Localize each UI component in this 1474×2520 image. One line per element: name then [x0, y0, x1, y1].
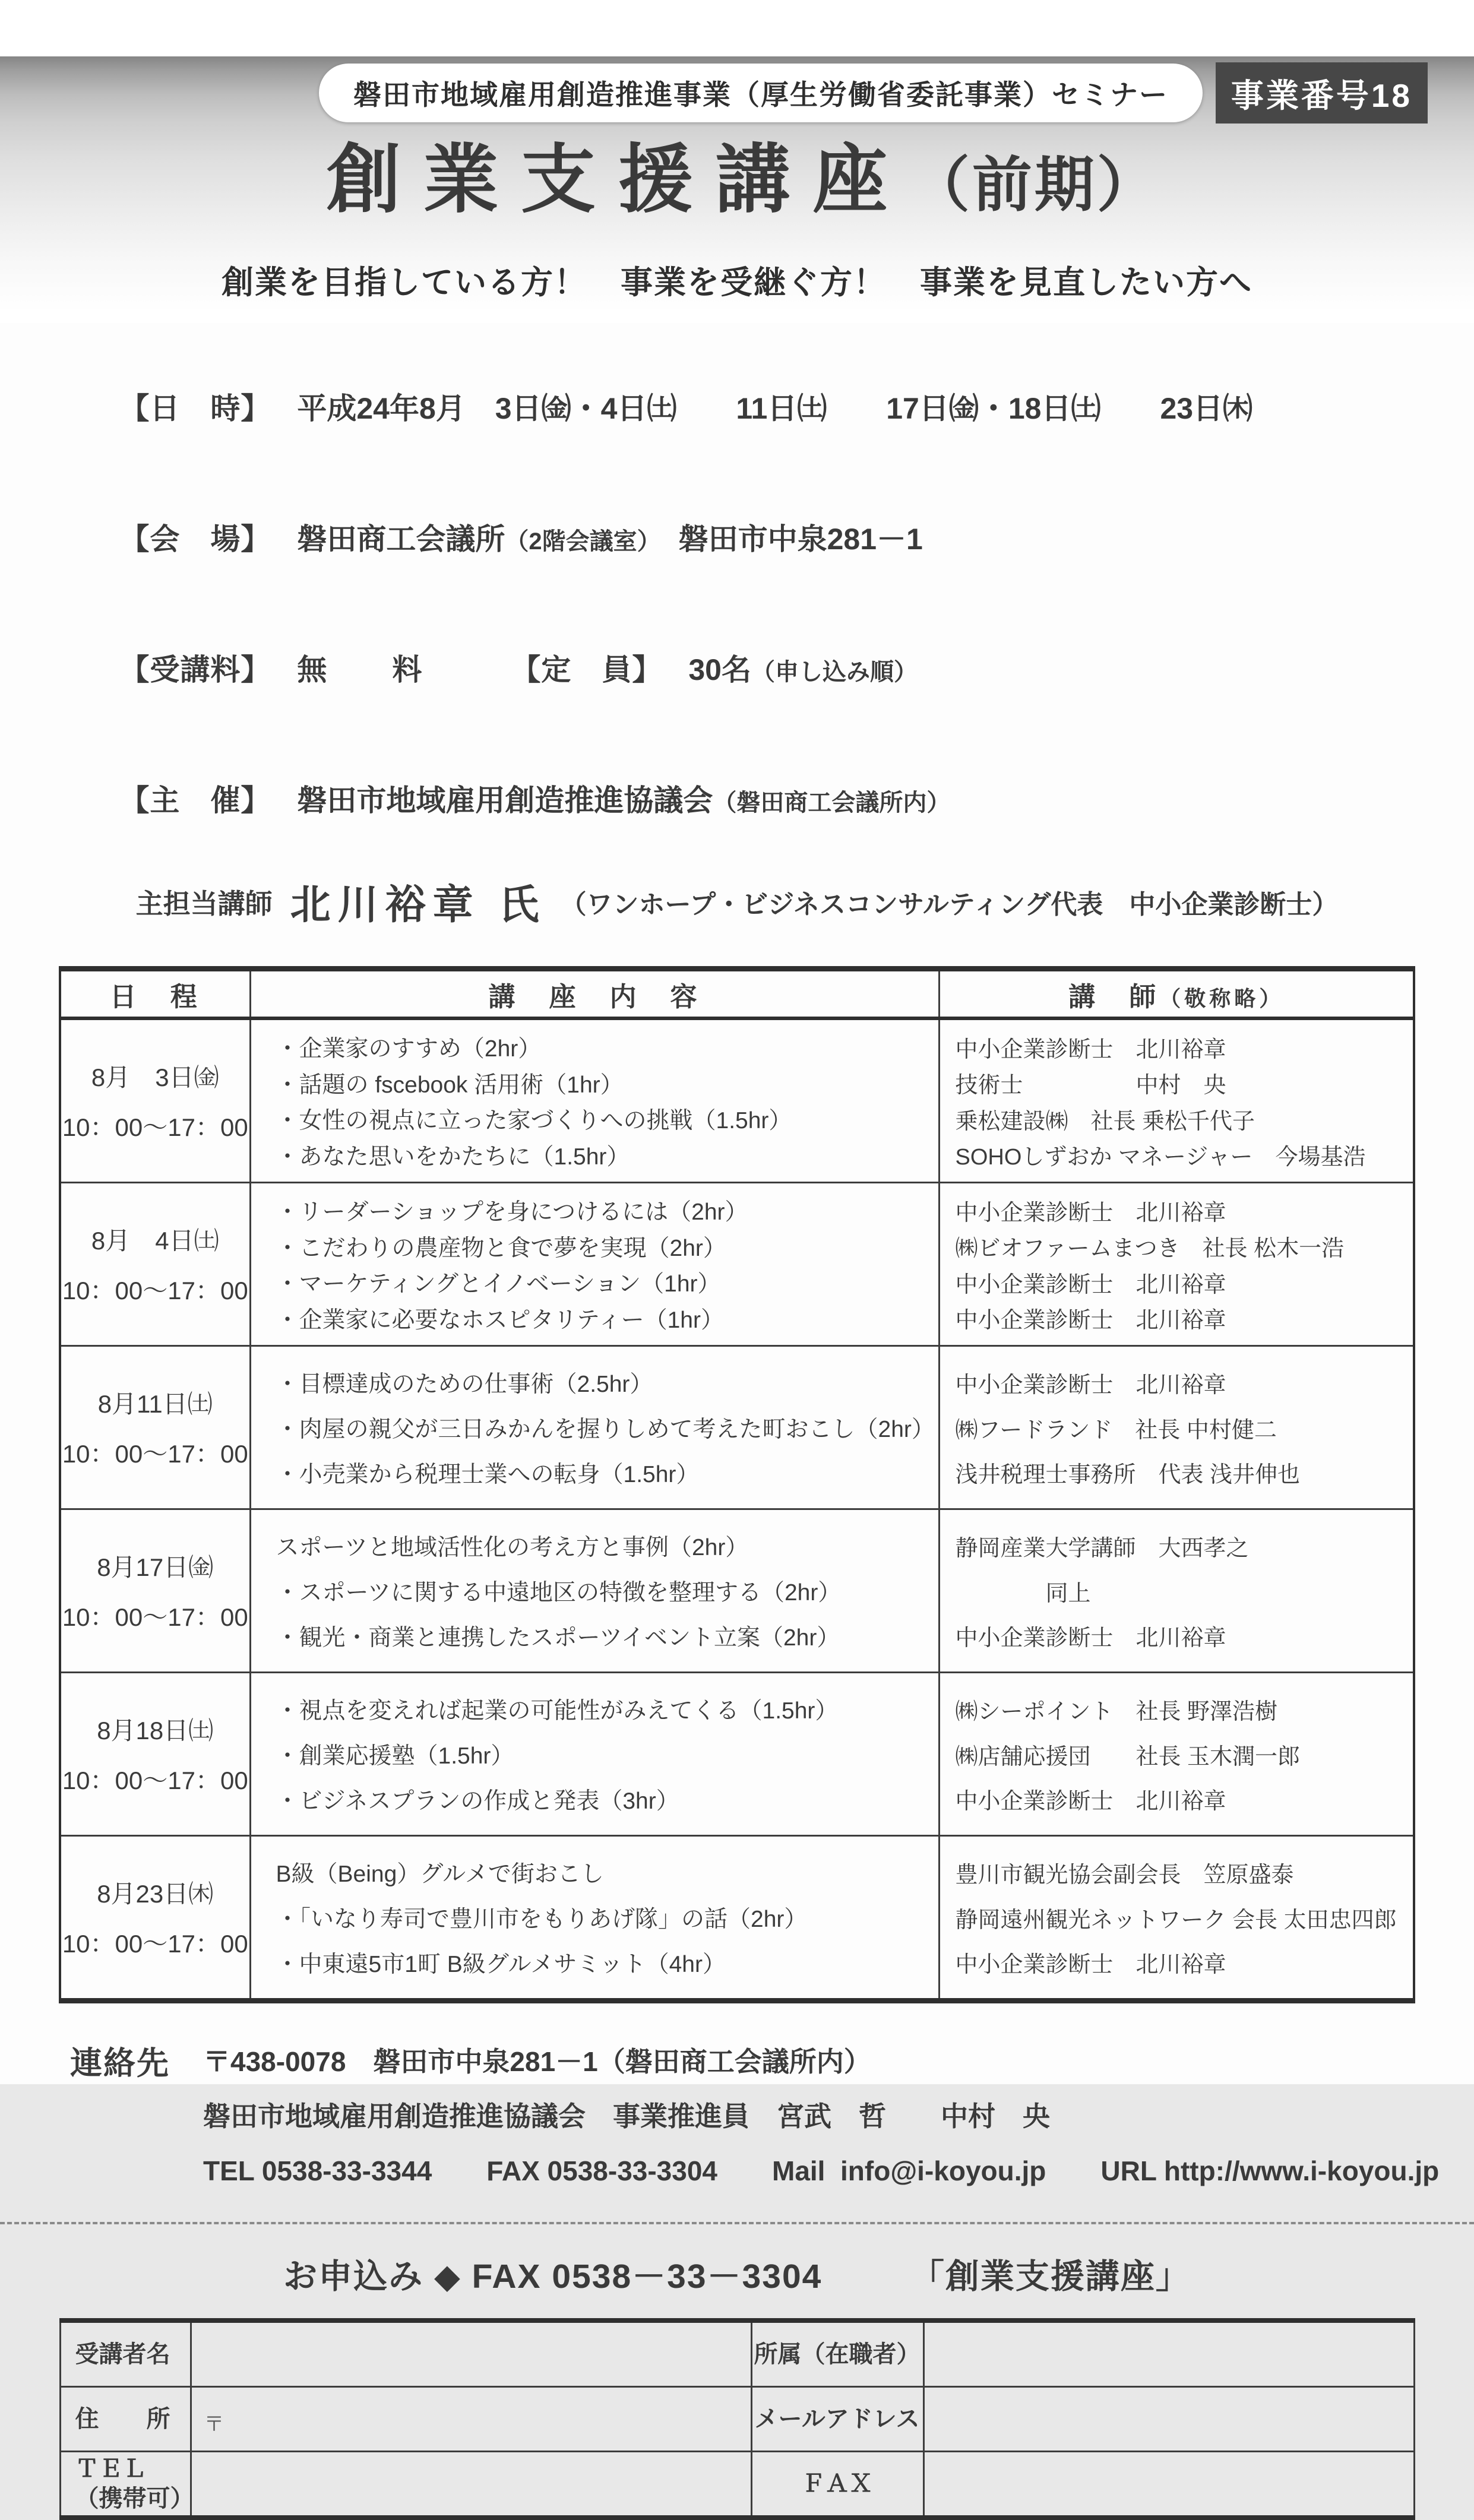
form-input-cell: [191, 2452, 751, 2518]
form-input-cell-secondary: [923, 2452, 1414, 2518]
project-number-badge: 事業番号18: [1216, 62, 1428, 124]
content-line: ・企業家のすすめ（2hr）: [276, 1036, 542, 1062]
schedule-lecturer-cell: [939, 1836, 1414, 2001]
cut-line: [0, 2222, 1474, 2224]
form-input-cell: [191, 2387, 751, 2452]
content-line: B級（Being）グルメで街おこし: [276, 1861, 604, 1888]
lecturer-line-item: 静岡遠州観光ネットワーク 会長 太田忠四郎: [955, 1907, 1397, 1933]
content-line: スポーツと地域活性化の考え方と事例（2hr）: [276, 1535, 749, 1561]
schedule-header-lecturer: 講 師（敬称略）: [939, 969, 1414, 1019]
content-line: ・創業応援塾（1.5hr）: [276, 1743, 514, 1769]
content-line: ・視点を変えれば起業の可能性がみえてくる（1.5hr）: [276, 1698, 839, 1724]
form-input-cell: [191, 2320, 751, 2387]
title-suffix: （前期）: [910, 152, 1159, 219]
contact-label: 連絡先: [70, 2046, 170, 2082]
session-time: 10：00～17：00: [62, 1439, 248, 1468]
schedule-lecturer-cell: [939, 1018, 1414, 1183]
content-line: ・リーダーショップを身につけるには（2hr）: [276, 1199, 748, 1225]
lecturer-line-item: 中小企業診断士 北川裕章: [955, 1952, 1226, 1978]
lecturer-line-item: 同上: [955, 1581, 1091, 1606]
content-line: ・企業家に必要なホスピタリティー（1hr）: [276, 1308, 724, 1334]
datetime-value: 平成24年8月 3日㈮・4日㈯ 11日㈯ 17日㈮・18日㈯ 23日㈭: [297, 392, 1253, 426]
form-label-secondary: ＦＡＸ: [751, 2452, 923, 2518]
capacity-label: 【定 員】: [511, 653, 663, 687]
content-line: ・女性の視点に立った家づくりへの挑戦（1.5hr）: [276, 1108, 792, 1134]
schedule-row: [60, 1018, 1414, 1183]
venue-address: 磐田市中泉281－1: [649, 523, 923, 556]
lecturer-line-item: SOHOしずおか マネージャー 今場基浩: [955, 1145, 1366, 1170]
lecturer-line-item: 静岡産業大学講師 大西孝之: [955, 1536, 1249, 1561]
content-line: ・ビジネスプランの作成と発表（3hr）: [276, 1788, 679, 1815]
form-prefill: [925, 2339, 1413, 2369]
content-line: ・スポーツに関する中遠地区の特徴を整理する（2hr）: [276, 1580, 842, 1606]
schedule-date-cell: [60, 1183, 250, 1346]
form-prefill: [925, 2469, 1413, 2499]
form-prefill: [192, 2469, 750, 2499]
venue-room: （2階会議室）: [505, 528, 649, 555]
session-time: 10：00～17：00: [62, 1113, 248, 1141]
schedule-date-cell: [60, 1673, 250, 1836]
lecturer-line-item: 技術士 中村 央: [955, 1073, 1226, 1098]
schedule-content-cell: [250, 1183, 939, 1346]
lecturer-line-item: 中小企業診断士 北川裕章: [955, 1372, 1226, 1398]
schedule-row: [60, 1673, 1414, 1836]
form-input-cell-secondary: [923, 2320, 1414, 2387]
session-time: 10：00～17：00: [62, 1766, 248, 1794]
session-date: 8月23日㈭: [97, 1880, 214, 1908]
lecturer-line-item: ㈱ビオファームまつき 社長 松木一浩: [955, 1236, 1345, 1262]
venue-name: 磐田商工会議所: [297, 523, 505, 556]
application-form: [59, 2318, 1415, 2520]
schedule-header-lecturer-note: （敬称略）: [1159, 986, 1285, 1011]
schedule-lecturer-cell: [939, 1509, 1414, 1673]
capacity-value: 30名: [688, 653, 751, 687]
content-line: ・小売業から税理士業への転身（1.5hr）: [276, 1462, 700, 1488]
schedule-row: [60, 1183, 1414, 1346]
organizer-label: 【主 催】: [119, 784, 271, 818]
title-main: 創業支援講座: [326, 138, 910, 221]
fee-label: 【受講料】: [119, 653, 271, 687]
lecturer-line-item: ㈱シーポイント 社長 野澤浩樹: [955, 1699, 1278, 1724]
lecturer-line-item: 中小企業診断士 北川裕章: [955, 1200, 1226, 1226]
schedule-lecturer-cell: [939, 1183, 1414, 1346]
schedule-row: [60, 1836, 1414, 2001]
info-line-venue: [70, 481, 1474, 593]
venue-label: 【会 場】: [119, 523, 271, 556]
schedule-date-cell: [60, 1346, 250, 1509]
content-line: ・目標達成のための仕事術（2.5hr）: [276, 1372, 653, 1398]
capacity-note: （申し込み順）: [751, 659, 918, 686]
organizer-name: 磐田市地域雇用創造推進協議会: [297, 784, 713, 818]
session-date: 8月17日㈮: [97, 1553, 214, 1582]
lead-lecturer-role: 主担当講師: [135, 888, 273, 919]
schedule-date-cell: [60, 1509, 250, 1673]
lecturer-line-item: 浅井税理士事務所 代表 浅井伸也: [955, 1462, 1301, 1488]
form-label: ＴＥＬ （携帯可）: [60, 2452, 191, 2518]
lecturer-line-item: 乗松建設㈱ 社長 乗松千代子: [955, 1109, 1255, 1134]
schedule-lecturer-cell: [939, 1673, 1414, 1836]
lecturer-line-item: ㈱店舗応援団 社長 玉木潤一郎: [955, 1744, 1301, 1769]
header-band: [0, 56, 1474, 323]
info-line-datetime: [70, 350, 1474, 462]
schedule-date-cell: [60, 1836, 250, 2001]
schedule-content-cell: [250, 1346, 939, 1509]
fee-value: 無 料: [297, 653, 440, 687]
lecturer-line-item: 中小企業診断士 北川裕章: [955, 1037, 1226, 1062]
lead-lecturer-desc: （ワンホープ・ビジネスコンサルティング代表 中小企業診断士）: [560, 889, 1339, 919]
schedule-header-row: [60, 969, 1414, 1019]
contact-line: TEL 0538-33-3344 FAX 0538-33-3304 Mail info@i-koyou.jp URL http://www.i-koyou.jp: [203, 2155, 1440, 2187]
schedule-row: [60, 1509, 1414, 1673]
form-prefill: [192, 2339, 750, 2369]
form-label-secondary: 所属（在職者）: [751, 2320, 923, 2387]
banner-row: [0, 62, 1474, 124]
form-row: [60, 2387, 1414, 2452]
session-time: 10：00～17：00: [62, 1276, 248, 1305]
datetime-label: 【日 時】: [119, 392, 271, 426]
apply-heading: お申込み ◆ FAX 0538－33－3304 「創業支援講座」: [283, 2258, 1191, 2296]
form-label: 受講者名: [60, 2320, 191, 2387]
info-line-organizer: [70, 742, 1474, 854]
content-line: ・肉屋の親父が三日みかんを握りしめて考えた町おこし（2hr）: [276, 1417, 935, 1443]
form-label-secondary: メールアドレス: [751, 2387, 923, 2452]
session-date: 8月 3日㈮: [91, 1063, 219, 1092]
session-time: 10：00～17：00: [62, 1603, 248, 1631]
program-pill: 磐田市地域雇用創造推進事業（厚生労働省委託事業）セミナー: [319, 64, 1203, 122]
lead-lecturer-line: [0, 873, 1474, 930]
content-line: ・あなた思いをかたちに（1.5hr）: [276, 1144, 630, 1170]
lecturer-line-item: 豊川市観光協会副会長 笠原盛泰: [955, 1862, 1294, 1888]
form-row: [60, 2320, 1414, 2387]
form-label: 住 所: [60, 2387, 191, 2452]
info-line-fee: [70, 612, 1474, 723]
content-line: ・「いなり寿司で豊川市をもりあげ隊」の話（2hr）: [276, 1907, 808, 1933]
form-input-cell-secondary: [923, 2387, 1414, 2452]
content-line: ・話題の fscebook 活用術（1hr）: [276, 1072, 624, 1098]
lecturer-line-item: ㈱フードランド 社長 中村健二: [955, 1417, 1277, 1443]
content-line: ・マーケティングとイノベーション（1hr）: [276, 1271, 721, 1297]
session-date: 8月 4日㈯: [91, 1227, 219, 1255]
contact-line: 磐田市地域雇用創造推進協議会 事業推進員 宮武 哲 中村 央: [203, 2101, 1050, 2132]
organizer-note: （磐田商工会議所内）: [713, 790, 951, 816]
schedule-header-content: 講 座 内 容: [250, 969, 939, 1019]
session-time: 10：00～17：00: [62, 1929, 248, 1958]
schedule-date-cell: [60, 1018, 250, 1183]
content-line: ・観光・商業と連携したスポーツイベント立案（2hr）: [276, 1625, 840, 1651]
contact-block: [70, 2038, 1474, 2204]
lecturer-line-item: 中小企業診断士 北川裕章: [955, 1272, 1226, 1297]
schedule-row: [60, 1346, 1414, 1509]
form-prefill: 〒: [204, 2413, 224, 2436]
page-title: [0, 140, 1474, 220]
lecturer-line-item: 中小企業診断士 北川裕章: [955, 1308, 1226, 1334]
lecturer-line-item: 中小企業診断士 北川裕章: [955, 1626, 1226, 1651]
schedule-table: [59, 966, 1415, 2003]
content-line: ・中東遠5市1町 B級グルメサミット（4hr）: [276, 1952, 726, 1978]
session-date: 8月18日㈯: [97, 1717, 214, 1745]
form-prefill: [925, 2404, 1413, 2434]
schedule-content-cell: [250, 1018, 939, 1183]
subtitle: 創業を目指している方！ 事業を受継ぐ方！ 事業を見直したい方へ: [222, 265, 1252, 301]
lead-lecturer-name: 北川裕章 氏: [290, 882, 546, 928]
content-line: ・こだわりの農産物と食で夢を実現（2hr）: [276, 1235, 726, 1261]
lecturer-line-item: 中小企業診断士 北川裕章: [955, 1789, 1226, 1815]
schedule-content-cell: [250, 1509, 939, 1673]
info-block: [70, 350, 1474, 854]
schedule-content-cell: [250, 1836, 939, 2001]
contact-line: 〒438-0078 磐田市中泉281－1（磐田商工会議所内）: [203, 2046, 871, 2078]
top-margin: [0, 0, 1474, 56]
schedule-lecturer-cell: [939, 1346, 1414, 1509]
schedule-header-date: 日 程: [60, 969, 250, 1019]
session-date: 8月11日㈯: [97, 1390, 213, 1419]
form-row: [60, 2452, 1414, 2518]
schedule-content-cell: [250, 1673, 939, 1836]
